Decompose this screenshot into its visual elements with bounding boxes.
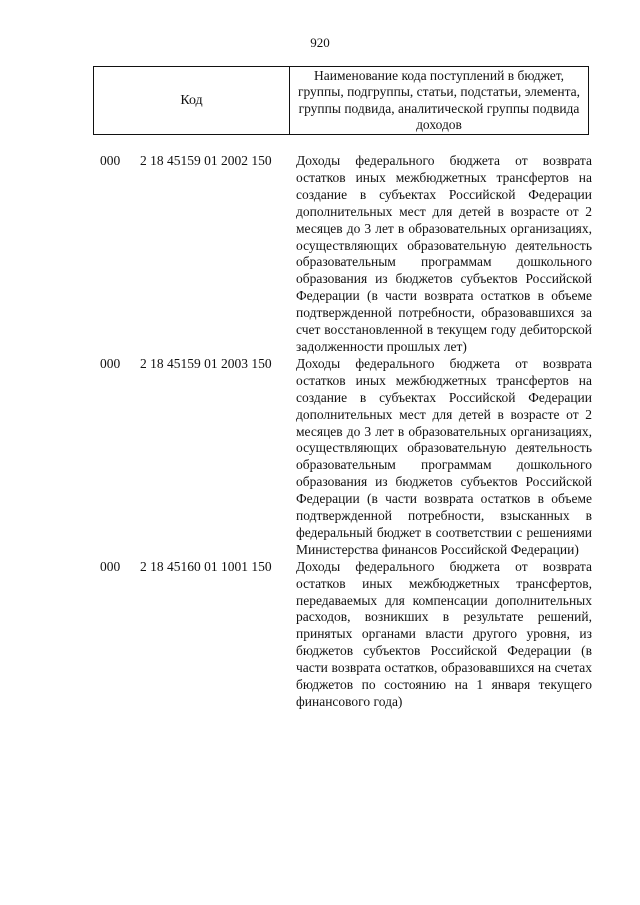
table-header	[93, 66, 589, 135]
admin-code: 000	[100, 355, 121, 371]
revenue-code: 2 18 45159 01 2002 150	[140, 153, 272, 168]
table-row	[100, 559, 592, 711]
revenue-description: Доходы федерального бюджета от возврата остатков иных межбюджетных трансфертов, передаваемых для компенсации дополнительных расходов, возникших в результате решений, принятых органами власти другого уровня, из бюджетов субъектов Российской Федерации (в части возврата остатков, образовавшихся на счетах бюджетов по состоянию на 1 января текущего финансового года)	[296, 558, 592, 709]
revenue-description: Доходы федерального бюджета от возврата остатков иных межбюджетных трансфертов на создание в субъектах Российской Федерации дополнительных мест для детей в возрасте от 2 месяцев до 3 лет в образовательных организациях, осуществляющих образовательную деятельность образовательным программам дошкольного образования из бюджетов субъектов Российской Федерации (в части возврата остатков в объеме подтвержденной потребности, взысканных в федеральный бюджет в соответствии с решениями Министерства финансов Российской Федерации)	[296, 355, 592, 557]
revenue-code: 2 18 45159 01 2003 150	[140, 355, 272, 371]
header-code-column: Код	[94, 67, 290, 134]
header-name-column: Наименование кода поступлений в бюджет, группы, подгруппы, статьи, подстатьи, элемента, группы подвида, аналитической группы подвида доходов	[297, 67, 581, 132]
revenue-code: 2 18 45160 01 1001 150	[140, 558, 272, 574]
page-number: 920	[310, 35, 330, 50]
revenue-description: Доходы федерального бюджета от возврата остатков иных межбюджетных трансфертов на создание в субъектах Российской Федерации дополнительных мест для детей в возрасте от 2 месяцев до 3 лет в образовательных организациях, осуществляющих образовательную деятельность образовательным программам дошкольного образования из бюджетов субъектов Российской Федерации (в части возврата остатков в объеме подтвержденной потребности, образовавшихся за счет восстановленной в текущем году дебиторской задолженности прошлых лет)	[296, 153, 592, 354]
table-row	[100, 153, 592, 356]
table-row	[100, 356, 592, 559]
admin-code: 000	[100, 153, 121, 168]
admin-code: 000	[100, 558, 121, 574]
entries-list	[100, 153, 592, 711]
